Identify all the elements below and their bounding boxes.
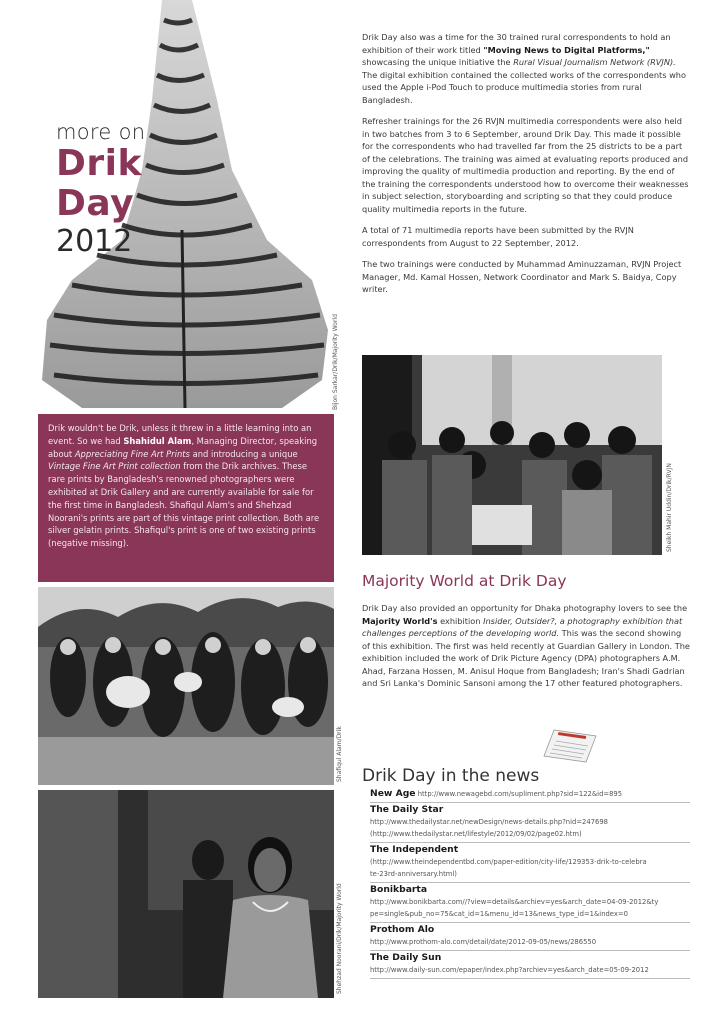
news-link[interactable]: te-23rd-anniversary.html) (370, 870, 457, 878)
rvjn-article (362, 31, 690, 305)
news-item: New Age http://www.newagebd.com/supliment.php?sid=122&id=895 (370, 787, 690, 803)
news-item: Prothom Alo http://www.prothom-alo.com/detail/date/2012-09-05/news/286550 (370, 923, 690, 951)
news-link[interactable]: (http://www.thedailystar.net/lifestyle/2012/09/02/page02.htm) (370, 830, 582, 838)
procession-credit: Shafiqul Alam/Drik (336, 726, 343, 782)
procession-photo (38, 587, 334, 785)
news-link[interactable]: http://www.bonikbarta.com//?view=details&archiev=yes&arch_date=04-09-2012&ty (370, 898, 659, 906)
children-credit: Shehzad Noorani/Drik/Majority World (336, 883, 343, 994)
news-heading: Drik Day in the news (362, 766, 540, 786)
paragraph-1: Drik Day also was a time for the 30 trained rural correspondents to hold an exhibition of their work titled "Moving News to Digital Platforms," showcasing the unique initiative the Rural Visual Journalism Network (RVJN). The digital exhibition contained the collected works of the correspondents who used the Apple i-Pod Touch to produce multimedia stories from rural Bangladesh. (362, 32, 686, 105)
news-link[interactable]: http://www.newagebd.com/supliment.php?sid=122&id=895 (417, 790, 623, 798)
title-line-1: Drik (56, 143, 142, 184)
paragraph-3: A total of 71 multimedia reports have been submitted by the RVJN correspondents from August to 22 September, 2012. (362, 225, 634, 248)
title-year: 2012 (56, 224, 133, 259)
paragraph-4: The two trainings were conducted by Muhammad Aminuzzaman, RVJN Project Manager, Md. Kamal Hossen, Network Coordinator and Mark S. Baidya, Copy writer. (362, 259, 682, 294)
news-link[interactable]: (http://www.theindependentbd.com/paper-edition/city-life/129353-drik-to-celebra (370, 858, 647, 866)
news-item: The Independent (http://www.theindependentbd.com/paper-edition/city-life/129353-drik-to-celebra te-23rd-anniversary.html) (370, 843, 690, 883)
tiger-credit: Bijon Sarkar/Drik/Majority World (332, 314, 339, 410)
news-item: Bonikbarta http://www.bonikbarta.com//?view=details&archiev=yes&arch_date=04-09-2012&ty pe=single&pub_no=75&cat_id=1&menu_id=13&news_type_id=1&index=0 (370, 883, 690, 923)
title-block (56, 120, 176, 260)
pre-title: more on (56, 120, 146, 144)
workshop-credit: Sheikh Mahir Uddin/Drik/RVJN (666, 463, 673, 552)
news-list (370, 787, 690, 979)
paragraph-2: Refresher trainings for the 26 RVJN multimedia correspondents were also held in two batches from 3 to 6 September, around Drik Day. This made it possible for the correspondents who had travelled far from the 25 districts to be a part of the celebrations. The training was aimed at evaluating reports produced and improving the quality of multimedia production and reporting. By the end of the training the correspondents understood how to overcome their weaknesses in subject selection, storyboarding and scripting so that they could produce quality multimedia reports in the future. (362, 116, 689, 214)
fine-art-prints-box: Drik wouldn't be Drik, unless it threw in a little learning into an event. So we had Shahidul Alam, Managing Director, speaking about Appreciating Fine Art Prints and introducing a unique Vintage Fine Art Print collection from the Drik archives. These rare prints by Bangladesh's renowned photographers were exhibited at Drik Gallery and are currently available for sale for the first time in Bangladesh. Shafiqul Alam's and Shehzad Noorani's prints are part of this vintage print collection. Both are silver gelatin prints. Shafiqul's print is one of two existing prints (negative missing). (38, 414, 334, 582)
news-link[interactable]: http://www.daily-sun.com/epaper/index.php?archiev=yes&arch_date=05-09-2012 (370, 966, 649, 974)
children-photo (38, 790, 334, 998)
news-item: The Daily Star http://www.thedailystar.net/newDesign/news-details.php?nid=247698 (http://www.thedailystar.net/lifestyle/2012/09/02/page02.htm) (370, 803, 690, 843)
newspaper-icon (540, 726, 600, 764)
news-item: The Daily Sun http://www.daily-sun.com/epaper/index.php?archiev=yes&arch_date=05-09-2012 (370, 951, 690, 979)
news-link[interactable]: pe=single&pub_no=75&cat_id=1&menu_id=13&news_type_id=1&index=0 (370, 910, 628, 918)
news-link[interactable]: http://www.thedailystar.net/newDesign/news-details.php?nid=247698 (370, 818, 608, 826)
majority-world-article: Drik Day also provided an opportunity for Dhaka photography lovers to see the Majority World's exhibition Insider, Outsider?, a photography exhibition that challenges perceptions of the developing world. This was the second showing of this exhibition. The first was held recently at Guardian Gallery in London. The exhibition included the work of Drik Picture Agency (DPA) photographers A.M. Ahad, Farzana Hossen, M. Anisul Hoque from Bangladesh; Iran's Shadi Gadrian and Sri Lanka's Dominic Sansoni among the 17 other featured photographers. (362, 603, 690, 688)
workshop-photo (362, 355, 662, 555)
shahidul-alam-name: Shahidul Alam (123, 435, 192, 446)
news-link[interactable]: http://www.prothom-alo.com/detail/date/2012-09-05/news/286550 (370, 938, 597, 946)
title-line-2: Day (56, 183, 135, 224)
majority-world-heading: Majority World at Drik Day (362, 572, 567, 590)
